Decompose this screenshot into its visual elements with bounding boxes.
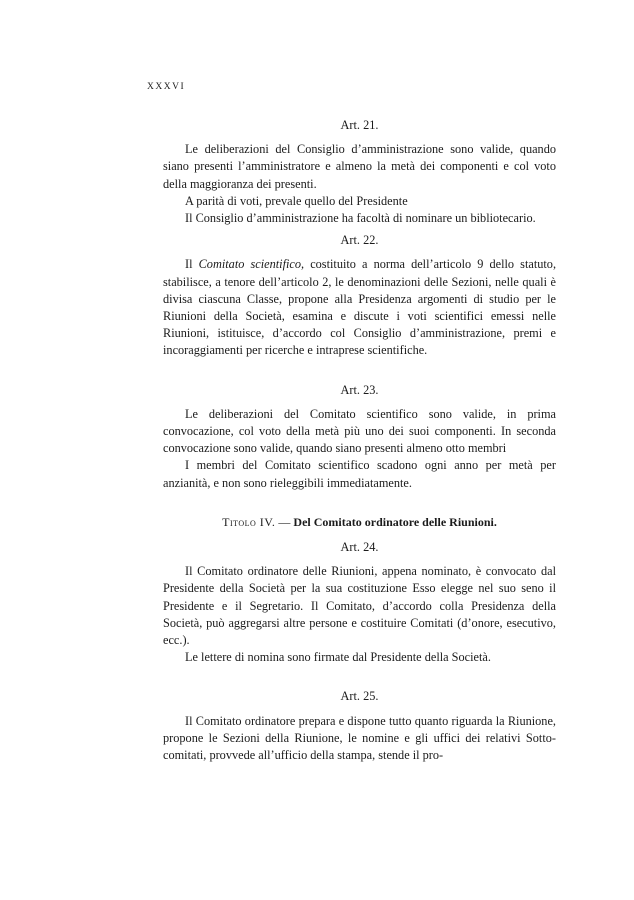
- article-heading: Art. 21.: [340, 118, 379, 132]
- article-21: [163, 117, 556, 227]
- title-dash: —: [278, 514, 291, 529]
- italic-term: Comitato scientifico,: [198, 257, 305, 272]
- paragraph: Le lettere di nomina sono firmate dal Presidente della Società.: [185, 650, 491, 665]
- title-label: Titolo IV.: [222, 514, 276, 529]
- title-heading: Del Comitato ordinatore delle Riunioni.: [293, 514, 497, 529]
- paragraph: Le deliberazioni del Comitato scientifico sono valide, in prima convocazione, col voto della metà più uno dei suoi componenti. In seconda convocazione sono valide, quando siano presenti almeno otto membri: [163, 406, 556, 456]
- paragraph: Il Comitato ordinatore prepara e dispone tutto quanto riguarda la Riunione, propone le Sezioni della Riunione, le nomine e gli uffici dei relativi Sotto-comitati, provvede all’ufficio della stampa, stende il pro-: [163, 713, 556, 763]
- article-heading: Art. 22.: [340, 233, 379, 248]
- paragraph-start: Il: [185, 257, 193, 272]
- article-heading: Art. 23.: [340, 382, 379, 397]
- paragraph: Le deliberazioni del Consiglio d’amministrazione sono valide, quando siano presenti l’amministratore e almeno la metà dei componenti e col voto della maggioranza dei presenti.: [163, 142, 556, 191]
- article-heading: Art. 25.: [340, 689, 379, 704]
- article-22: [163, 232, 556, 359]
- article-24: [163, 539, 556, 666]
- page-body: [163, 117, 556, 769]
- title-section-heading: [163, 514, 556, 531]
- article-25: [163, 688, 556, 764]
- article-23: [163, 382, 556, 492]
- page-number: XXXVI: [147, 82, 186, 92]
- paragraph: [163, 256, 556, 359]
- paragraph: A parità di voti, prevale quello del Presidente: [185, 193, 408, 208]
- article-heading: Art. 24.: [340, 540, 379, 555]
- paragraph: I membri del Comitato scientifico scadono ogni anno per metà per anzianità, e non sono rieleggibili immediatamente.: [163, 458, 556, 490]
- paragraph-rest: costituito a norma dell’articolo 9 dello statuto, stabilisce, a tenore dell’articolo 2, le denominazioni delle Sezioni, nelle quali è divisa ciascuna Classe, propone alla Presidenza argomenti di studio per le Riunioni della Società, esamina e discute i voti scientifici emessi nelle Riunioni, istituisce, d’accordo col Consiglio d’amministrazione, premi e incoraggiamenti per ricerche e intraprese scientifiche.: [163, 257, 557, 358]
- paragraph: Il Comitato ordinatore delle Riunioni, appena nominato, è convocato dal Presidente della Società per la sua costituzione Esso elegge nel suo seno il Presidente e il Segretario. Il Comitato, d’accordo colla Presidenza della Società, può aggregarsi altre persone e costituire Comitati (d’onore, esecutivo, ecc.).: [163, 564, 556, 648]
- paragraph: Il Consiglio d’amministrazione ha facoltà di nominare un bibliotecario.: [185, 211, 536, 226]
